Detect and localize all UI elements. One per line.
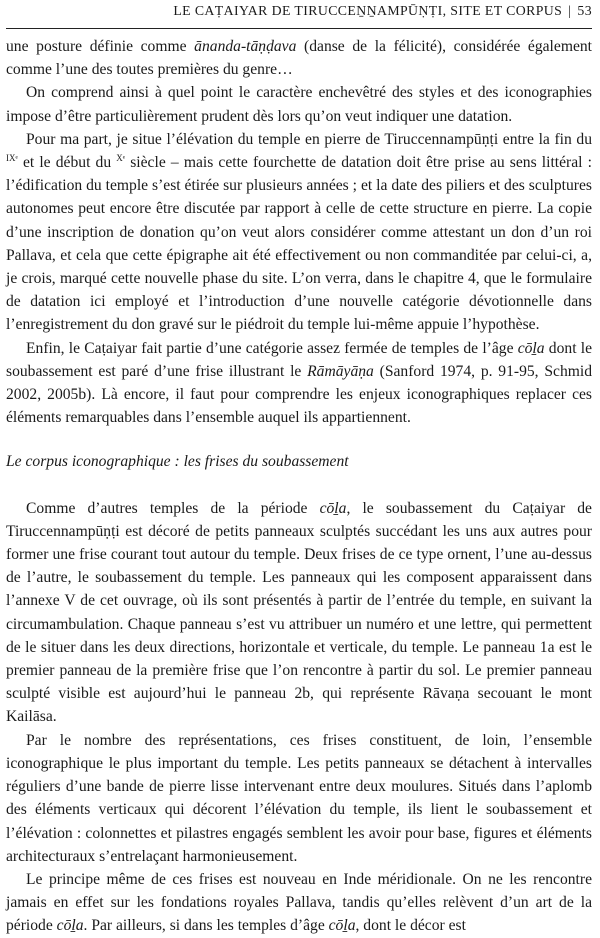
section-heading: Le corpus iconographique : les frises du soubassement [6,453,349,471]
paragraph-5: Comme d’autres temples de la période cōḻa, le soubassement du Caṭaiyar de Tiruccennampūṇṭi est décoré de petits panneaux sculptés succédant les uns aux autres pour former une frise courant tout autour du temple. Deux frises de ce type ornent, l’une au-dessus de l’autre, le soubassement du temple. Les panneaux qui les composent apparaissent dans l’annexe V de cet ouvrage, où ils sont présentés à partir de l’entrée du temple, en suivant la circumambulation. Chaque panneau s’est vu attribuer un numéro et une lettre, qui permettent de le situer dans les deux directions, horizontale et verticale, du temple. Le panneau 1a est le premier panneau de la première frise que l’on rencontre à partir du sol. Le premier panneau sculpté visible est aujourd’hui le panneau 2b, qui représente Rāvaṇa secouant le mont Kailāsa. [6,499,592,726]
running-title: LE CAṬAIYAR DE TIRUCCEṈṈAMPŪṆṬI, SITE ET CORPUS [173,3,563,18]
paragraph-7: Le principe même de ces frises est nouveau en Inde méridionale. On ne les rencontre jamais en effet sur les fondations royales Pallava, tandis qu’elles relèvent d’un art de la période cōḻa. Par ailleurs, si dans les temples d’âge cōḻa, dont le décor est [6,870,592,935]
paragraph-3: Pour ma part, je situe l’élévation du temple en pierre de Tiruccennampūṇṭi entre la fin du $^{IXᵉ}$ et le début du $^{Xᵉ}$ siècle – mais cette fourchette de datation doit être prise au sens littéral : l’édification du temple s’est étirée sur plusieurs années ; et la date des piliers et des sculptures autonomes peut encore être discutée par rapport à celle de cette structure en pierre. La copie d’une inscription de donation qu’on veut alors considérer comme attestant un don d’un roi Pallava, et cela que cette épigraphe ait été effectivement ou non commanditée par celui-ci, a, je crois, marqué cette nouvelle phase du site. L’on verra, dans le chapitre 4, que le formulaire de datation ici employé et l’introduction d’une nouvelle catégorie dévotionnelle dans l’enregistrement du don gravé sur le piédroit du temple lui-même appuie l’hypothèse. [6,130,592,334]
paragraph-1: une posture définie comme ānanda-tāṇḍava (danse de la félicité), considérée également comme l’une des toutes premières du genre… [6,38,592,79]
header-separator: | [568,3,572,18]
page-number: 53 [577,3,592,18]
paragraph-4: Enfin, le Caṭaiyar fait partie d’une catégorie assez fermée de temples de l’âge cōḻa dont le soubassement est paré d’une frise illustrant le Rāmāyāṇa (Sanford 1974, p. 91-95, Schmid 2002, 2005b). Là encore, il faut pour comprendre les enjeux iconographiques replacer ces éléments remarquables dans l’ensemble auquel ils appartiennent. [6,339,593,427]
header-rule [6,28,592,29]
paragraph-2: On comprend ainsi à quel point le caractère enchevêtré des styles et des iconographies impose d’être particulièrement prudent dès lors qu’on veut indiquer une datation. [6,84,592,125]
running-header [6,0,592,28]
paragraph-6: Par le nombre des représentations, ces frises constituent, de loin, l’ensemble iconographique le plus important du temple. Les petits panneaux se détachent à intervalles réguliers d’une bande de pierre lisse intervenant entre deux moulures. Situés dans l’aplomb des éléments verticaux qui décorent l’élévation du temple, ils lient le soubassement et l’élévation : colonnettes et pilastres engagés semblent les avoir pour base, figures et éléments architecturaux s’entrelaçant harmonieusement. [6,731,592,865]
